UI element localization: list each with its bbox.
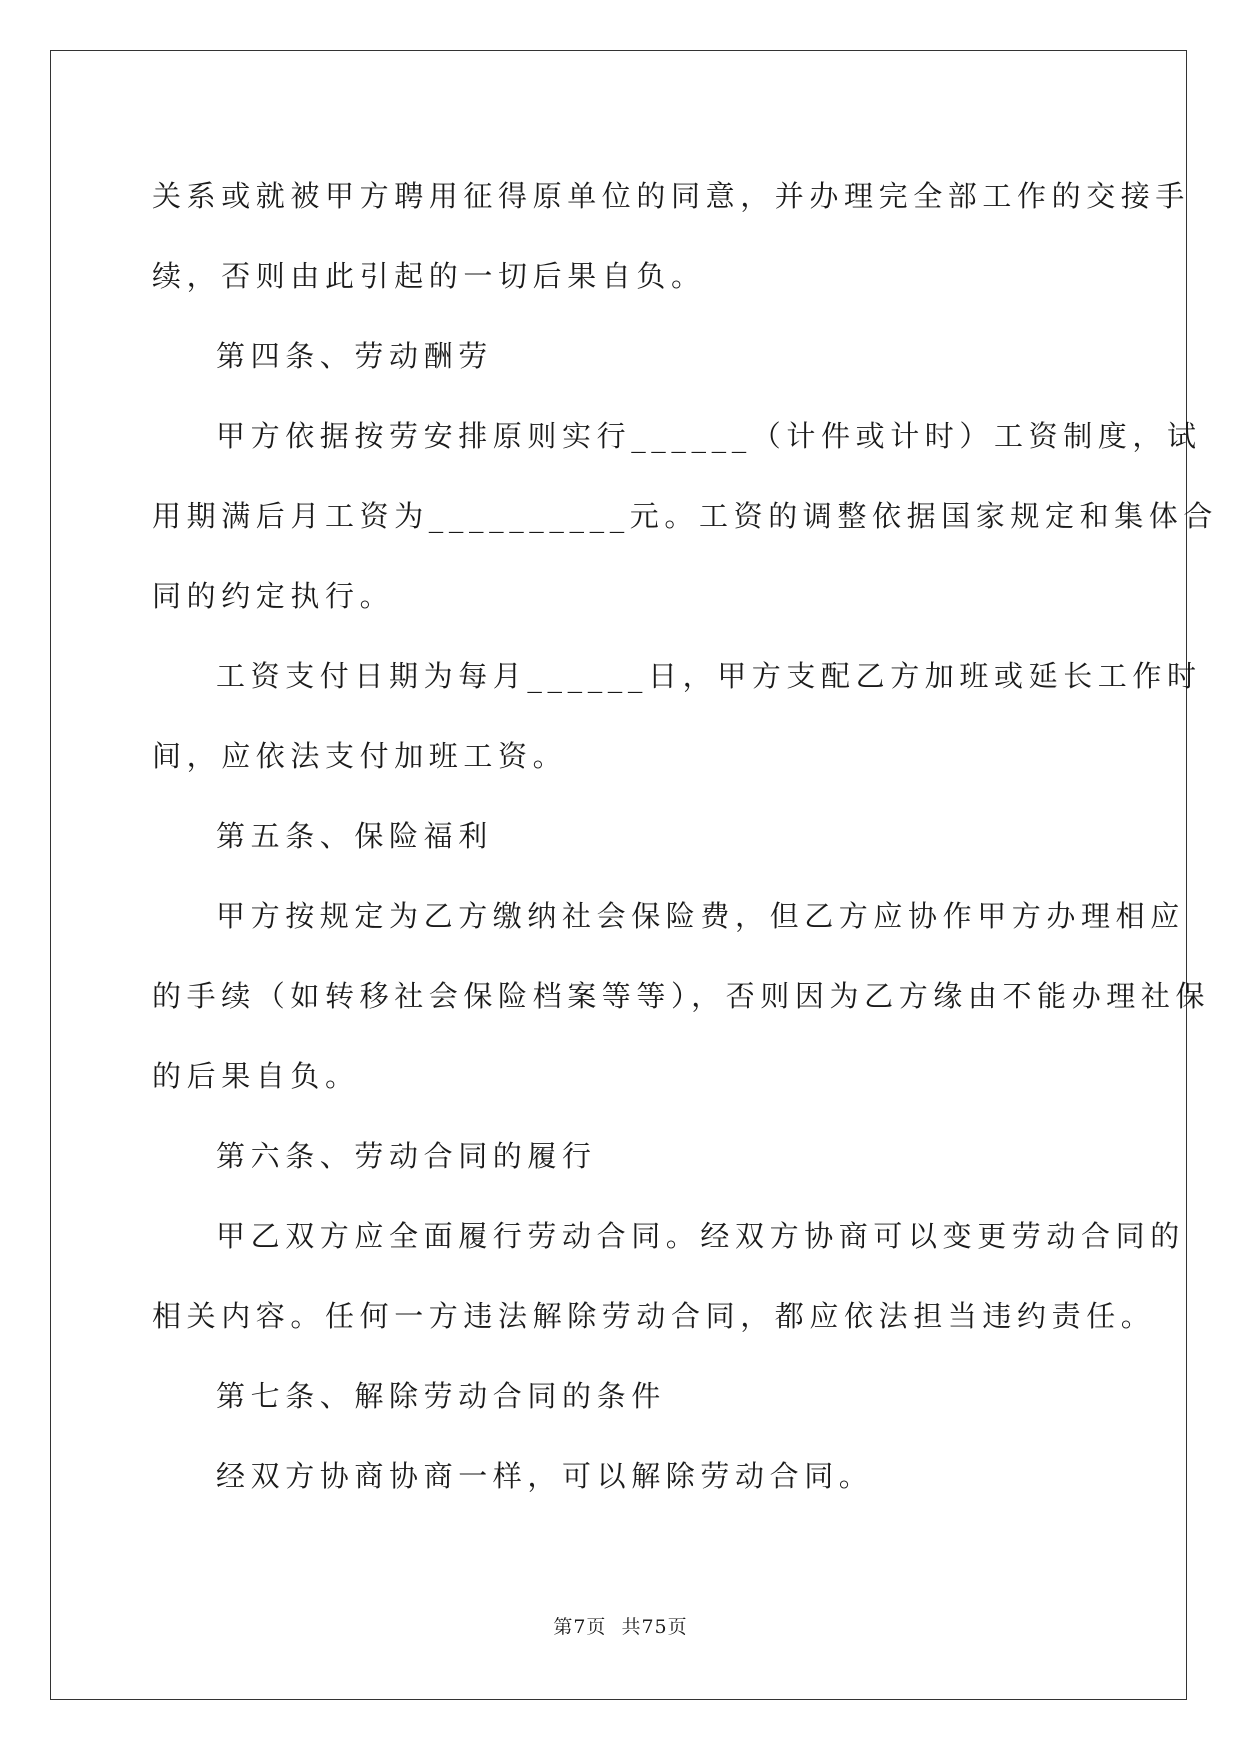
body-line: 相关内容。任何一方违法解除劳动合同，都应依法担当违约责任。 [152,1299,1156,1333]
section-heading-article-5: 第五条、保险福利 [216,819,493,853]
body-line: 同的约定执行。 [152,579,395,613]
body-line: 甲乙双方应全面履行劳动合同。经双方协商可以变更劳动合同的 [216,1219,1185,1253]
body-line: 关系或就被甲方聘用征得原单位的同意，并办理完全部工作的交接手 [152,179,1191,213]
body-line: 用期满后月工资为__________元。工资的调整依据国家规定和集体合 [152,499,1219,533]
section-heading-article-4: 第四条、劳动酬劳 [216,339,493,373]
section-heading-article-7: 第七条、解除劳动合同的条件 [216,1379,666,1413]
body-line: 经双方协商协商一样，可以解除劳动合同。 [216,1459,874,1493]
page-footer [0,1612,1241,1639]
body-line: 续，否则由此引起的一切后果自负。 [152,259,706,293]
body-line: 的后果自负。 [152,1059,360,1093]
body-line: 甲方依据按劳安排原则实行______（计件或计时）工资制度，试 [216,419,1202,453]
body-line: 的手续（如转移社会保险档案等等），否则因为乙方缘由不能办理社保 [152,979,1211,1013]
section-heading-article-6: 第六条、劳动合同的履行 [216,1139,597,1173]
body-line: 工资支付日期为每月______日，甲方支配乙方加班或延长工作时 [216,659,1202,693]
page-number: 第7页 [553,1616,607,1638]
document-body [152,156,1219,1516]
body-line: 间，应依法支付加班工资。 [152,739,568,773]
body-line: 甲方按规定为乙方缴纳社会保险费，但乙方应协作甲方办理相应 [216,899,1185,933]
page-total: 共75页 [621,1616,688,1638]
